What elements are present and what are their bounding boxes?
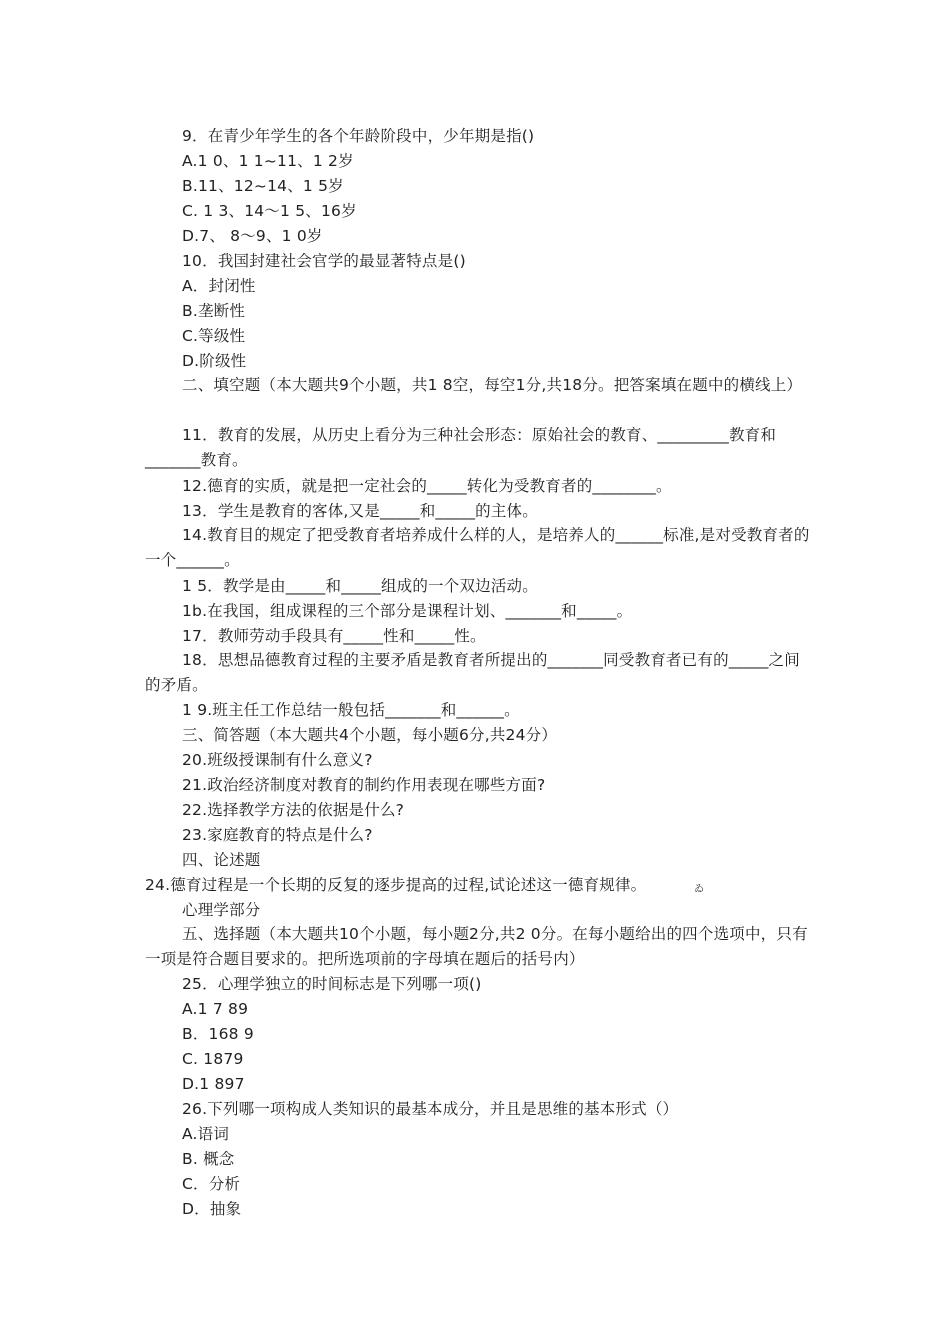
- question-10: 10．我国封建社会官学的最显著特点是(): [182, 252, 466, 270]
- section-3-heading: 三、简答题（本大题共4个小题，每小题6分,共24分）: [182, 726, 558, 744]
- question-19: 1 9.班主任工作总结一般包括_______和______。: [182, 701, 520, 719]
- question-9: 9．在青少年学生的各个年龄阶段中，少年期是指(): [182, 127, 535, 145]
- question-17: 17．教师劳动手段具有_____性和_____性。: [182, 627, 486, 645]
- option-9c: C. 1 3、14～1 5、16岁: [182, 202, 357, 220]
- option-10d: D.阶级性: [182, 352, 247, 370]
- option-26a: A.语词: [182, 1125, 230, 1143]
- option-10a: A．封闭性: [182, 277, 256, 295]
- option-10c: C.等级性: [182, 327, 246, 345]
- psychology-part-heading: 心理学部分: [182, 901, 261, 919]
- question-18: 18．思想品德教育过程的主要矛盾是教育者所提出的_______同受教育者已有的_____之间的矛盾。: [145, 651, 800, 694]
- question-26: 26.下列哪一项构成人类知识的最基本成分，并且是思维的基本形式（）: [182, 1100, 679, 1118]
- option-25c: C. 1879: [182, 1050, 244, 1068]
- option-9b: B.11、12~14、1 5岁: [182, 177, 344, 195]
- question-20: 20.班级授课制有什么意义?: [182, 751, 373, 769]
- question-25: 25．心理学独立的时间标志是下列哪一项(): [182, 975, 482, 993]
- section-2-heading: 二、填空题（本大题共9个小题，共1 8空，每空1分,共18分。把答案填在题中的横线上）: [182, 376, 803, 394]
- question-13: 13．学生是教育的客体,又是_____和_____的主体。: [182, 502, 538, 520]
- option-26d: D．抽象: [182, 1200, 242, 1218]
- option-25a: A.1 7 89: [182, 1000, 249, 1018]
- question-22: 22.选择教学方法的依据是什么?: [182, 801, 405, 819]
- section-5-heading: 五、选择题（本大题共10个小题，每小题2分,共2 0分。在每小题给出的四个选项中，只有一项是符合题目要求的。把所选项前的字母填在题后的括号内）: [145, 925, 808, 968]
- question-16: 1b.在我国，组成课程的三个部分是课程计划、_______和_____。: [182, 602, 633, 620]
- option-25d: D.1 897: [182, 1075, 245, 1093]
- question-24: 24.德育过程是一个长期的反复的逐步提高的过程,试论述这一德育规律。: [145, 876, 647, 894]
- option-26c: C．分析: [182, 1175, 241, 1193]
- question-15: 1 5．教学是由_____和_____组成的一个双边活动。: [182, 577, 538, 595]
- option-10b: B.垄断性: [182, 302, 246, 320]
- question-14: 14.教育目的规定了把受教育者培养成什么样的人，是培养人的______标准,是对受教育者的一个______。: [145, 526, 810, 569]
- option-26b: B. 概念: [182, 1150, 235, 1168]
- question-23: 23.家庭教育的特点是什么?: [182, 826, 373, 844]
- option-9d: D.7、 8～9、1 0岁: [182, 227, 323, 245]
- question-12: 12.德育的实质，就是把一定社会的_____转化为受教育者的________。: [182, 477, 672, 495]
- question-21: 21.政治经济制度对教育的制约作用表现在哪些方面?: [182, 776, 546, 794]
- option-9a: A.1 0、1 1~11、1 2岁: [182, 152, 354, 170]
- section-4-heading: 四、论述题: [182, 851, 261, 869]
- question-11: 11．教育的发展，从历史上看分为三种社会形态：原始社会的教育、_________教育和_______教育。: [145, 426, 777, 469]
- stray-mark: ゐ: [694, 884, 704, 895]
- option-25b: B．168 9: [182, 1025, 254, 1043]
